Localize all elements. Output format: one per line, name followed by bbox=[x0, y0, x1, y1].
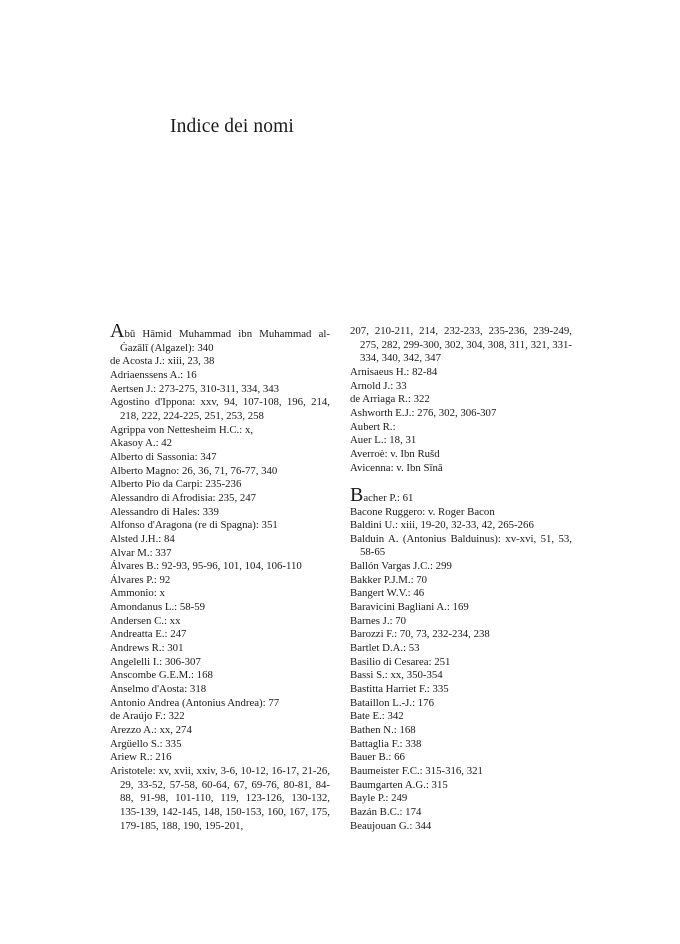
index-entry bbox=[110, 396, 330, 423]
index-entry-text: Baumeister F.C.: 315-316, 321 bbox=[350, 764, 483, 777]
index-entry bbox=[110, 560, 330, 574]
index-entry bbox=[110, 601, 330, 615]
index-entry bbox=[350, 560, 572, 574]
index-entry bbox=[110, 506, 330, 520]
index-entry-text: Baumgarten A.G.: 315 bbox=[350, 778, 448, 791]
index-entry-text: Alsted J.H.: 84 bbox=[110, 532, 175, 545]
index-entry bbox=[350, 792, 572, 806]
index-entry bbox=[110, 683, 330, 697]
index-entry bbox=[110, 587, 330, 601]
section-initial: B bbox=[350, 483, 364, 506]
index-entry bbox=[110, 642, 330, 656]
index-entry-text: Baldini U.: xiii, 19-20, 32-33, 42, 265-266 bbox=[350, 519, 534, 532]
index-entry-text: Bathen N.: 168 bbox=[350, 724, 416, 737]
index-column-left bbox=[110, 320, 330, 833]
index-entry-text: Arnisaeus H.: 82-84 bbox=[350, 365, 438, 378]
index-entry-text: Alberto Magno: 26, 36, 71, 76-77, 340 bbox=[110, 464, 278, 477]
index-entry bbox=[350, 724, 572, 738]
index-entry bbox=[110, 355, 330, 369]
index-entry-text: Alvar M.: 337 bbox=[110, 546, 172, 559]
index-entry-text: Barnes J.: 70 bbox=[350, 614, 407, 627]
index-entry bbox=[350, 765, 572, 779]
index-entry bbox=[110, 710, 330, 724]
index-entry-text: Alberto Pio da Carpi: 235-236 bbox=[110, 478, 242, 491]
index-entry-text: bū Hāmid Muhammad ibn Muhammad al-Ġazālī (Algazel): 340 bbox=[120, 328, 330, 354]
index-entry bbox=[350, 615, 572, 629]
index-entry bbox=[350, 519, 572, 533]
index-entry-text: Alessandro di Afrodisia: 235, 247 bbox=[110, 491, 257, 504]
index-entry bbox=[350, 628, 572, 642]
index-entry-text: Alfonso d'Aragona (re di Spagna): 351 bbox=[110, 519, 278, 532]
index-entry bbox=[350, 448, 572, 462]
index-entry-text: Adriaenssens A.: 16 bbox=[110, 368, 197, 381]
index-entry bbox=[350, 506, 572, 520]
index-entry-text: Antonio Andrea (Antonius Andrea): 77 bbox=[110, 696, 280, 709]
index-entry-text: acher P.: 61 bbox=[363, 491, 414, 504]
index-entry-text: Andreatta E.: 247 bbox=[110, 628, 187, 641]
index-entry-text: Ammonio: x bbox=[110, 587, 165, 600]
index-entry-text: Barozzi F.: 70, 73, 232-234, 238 bbox=[350, 628, 490, 641]
index-entry bbox=[350, 642, 572, 656]
index-entry-text: de Acosta J.: xiii, 23, 38 bbox=[110, 355, 215, 368]
index-entry bbox=[110, 547, 330, 561]
index-entry-text: Álvares B.: 92-93, 95-96, 101, 104, 106-110 bbox=[110, 560, 302, 573]
index-entry bbox=[110, 724, 330, 738]
section-gap bbox=[350, 475, 572, 489]
index-entry-text: Bangert W.V.: 46 bbox=[350, 587, 425, 600]
index-entry-text: Aubert R.: bbox=[350, 420, 396, 433]
index-entry bbox=[350, 434, 572, 448]
index-entry bbox=[110, 320, 330, 355]
index-entry-text: Alberto di Sassonia: 347 bbox=[110, 450, 217, 463]
index-entry bbox=[110, 615, 330, 629]
index-entry-text: Aristotele: xv, xvii, xxiv, 3-6, 10-12, 16-17, 21-26, 29, 33-52, 57-58, 60-64, 67, 69-76, 80-81, 84-88, 91-98, 101-110, 119, 123-126, 130-132, 135-139, 142-145, 148, 150-153, 160, 167, 175, 179-185, 188, 190, 195-201, bbox=[110, 765, 330, 832]
index-entry bbox=[350, 779, 572, 793]
index-entry-text: Agostino d'Ippona: xxv, 94, 107-108, 196, 214, 218, 222, 224-225, 251, 253, 258 bbox=[110, 396, 330, 422]
index-entry-text: Averroè: v. Ibn Rušd bbox=[350, 447, 440, 460]
index-entry bbox=[350, 683, 572, 697]
index-entry-text: Amondanus L.: 58-59 bbox=[110, 601, 206, 614]
index-entry bbox=[110, 751, 330, 765]
section-initial: A bbox=[110, 320, 125, 342]
index-entry-text: Auer L.: 18, 31 bbox=[350, 434, 417, 447]
index-entry-text: Angelelli I.: 306-307 bbox=[110, 655, 201, 668]
index-column-right bbox=[350, 325, 572, 833]
index-entry-text: 207, 210-211, 214, 232-233, 235-236, 239-249, 275, 282, 299-300, 302, 304, 308, 311, 321, 331-334, 340, 342, 347 bbox=[350, 325, 572, 365]
index-entry bbox=[350, 697, 572, 711]
index-entry-text: Anscombe G.E.M.: 168 bbox=[110, 669, 213, 682]
index-entry bbox=[350, 710, 572, 724]
index-entry bbox=[350, 533, 572, 560]
index-entry bbox=[350, 393, 572, 407]
index-entry-text: Andrews R.: 301 bbox=[110, 642, 184, 655]
index-entry bbox=[350, 574, 572, 588]
index-entry bbox=[110, 437, 330, 451]
index-entry-text: Akasoy A.: 42 bbox=[110, 437, 173, 450]
index-entry bbox=[110, 383, 330, 397]
index-entry bbox=[110, 465, 330, 479]
index-entry-text: Andersen C.: xx bbox=[110, 614, 181, 627]
index-entry-text: Ashworth E.J.: 276, 302, 306-307 bbox=[350, 406, 497, 419]
index-entry bbox=[110, 656, 330, 670]
index-entry-text: Argüello S.: 335 bbox=[110, 737, 182, 750]
index-entry-text: Bacone Ruggero: v. Roger Bacon bbox=[350, 505, 495, 518]
index-entry-text: Bastitta Harriet F.: 335 bbox=[350, 683, 449, 696]
index-entry-text: Agrippa von Nettesheim H.C.: x, bbox=[110, 423, 254, 436]
index-entry-text: Anselmo d'Aosta: 318 bbox=[110, 683, 207, 696]
index-entry bbox=[350, 820, 572, 834]
index-entry-text: Álvares P.: 92 bbox=[110, 573, 171, 586]
index-entry-text: Bassi S.: xx, 350-354 bbox=[350, 669, 443, 682]
index-entry bbox=[110, 478, 330, 492]
index-entry bbox=[350, 738, 572, 752]
index-section-b bbox=[350, 483, 572, 833]
index-entry bbox=[110, 533, 330, 547]
index-entry bbox=[110, 519, 330, 533]
index-entry-text: Alessandro di Hales: 339 bbox=[110, 505, 219, 518]
index-entry bbox=[350, 587, 572, 601]
index-entry bbox=[350, 366, 572, 380]
index-entry bbox=[110, 628, 330, 642]
index-entry bbox=[110, 574, 330, 588]
index-entry-text: Bazán B.C.: 174 bbox=[350, 805, 422, 818]
index-entry bbox=[350, 462, 572, 476]
index-entry-text: Ballón Vargas J.C.: 299 bbox=[350, 560, 452, 573]
index-entry bbox=[350, 601, 572, 615]
index-entry bbox=[350, 483, 572, 506]
index-entry-text: Bauer B.: 66 bbox=[350, 751, 405, 764]
index-entry bbox=[350, 669, 572, 683]
index-entry bbox=[110, 492, 330, 506]
index-entry-text: Bayle P.: 249 bbox=[350, 792, 408, 805]
index-entry-text: Arnold J.: 33 bbox=[350, 379, 407, 392]
page-title: Indice dei nomi bbox=[170, 116, 294, 137]
index-entry-text: Avicenna: v. Ibn Sīnā bbox=[350, 461, 443, 474]
index-entry bbox=[350, 325, 572, 366]
index-entry-text: Battaglia F.: 338 bbox=[350, 737, 422, 750]
index-entry bbox=[350, 656, 572, 670]
index-entry bbox=[110, 738, 330, 752]
index-entry-text: Arezzo A.: xx, 274 bbox=[110, 724, 192, 737]
index-entry-text: Basilio di Cesarea: 251 bbox=[350, 655, 451, 668]
index-entry-text: de Araújo F.: 322 bbox=[110, 710, 185, 723]
index-entry bbox=[110, 669, 330, 683]
index-entry-text: Baravicini Bagliani A.: 169 bbox=[350, 601, 469, 614]
index-entry bbox=[350, 806, 572, 820]
index-entry-text: Aertsen J.: 273-275, 310-311, 334, 343 bbox=[110, 382, 280, 395]
index-entry bbox=[350, 421, 572, 435]
index-entry-text: Bartlet D.A.: 53 bbox=[350, 642, 420, 655]
index-entry-text: de Arriaga R.: 322 bbox=[350, 393, 430, 406]
index-entry-text: Ariew R.: 216 bbox=[110, 751, 172, 764]
index-entry-text: Bataillon L.-J.: 176 bbox=[350, 696, 434, 709]
index-entry bbox=[350, 380, 572, 394]
index-entry bbox=[110, 369, 330, 383]
index-entry bbox=[110, 765, 330, 833]
index-entry-text: Bate E.: 342 bbox=[350, 710, 404, 723]
index-entry bbox=[350, 751, 572, 765]
index-entry-text: Balduin A. (Antonius Balduinus): xv-xvi, 51, 53, 58-65 bbox=[350, 532, 572, 559]
index-entry bbox=[110, 697, 330, 711]
index-entry-text: Beaujouan G.: 344 bbox=[350, 819, 432, 832]
index-entry bbox=[110, 424, 330, 438]
index-entry bbox=[350, 407, 572, 421]
index-entry bbox=[110, 451, 330, 465]
index-entry-text: Bakker P.J.M.: 70 bbox=[350, 573, 428, 586]
index-section-a-continued bbox=[350, 325, 572, 475]
